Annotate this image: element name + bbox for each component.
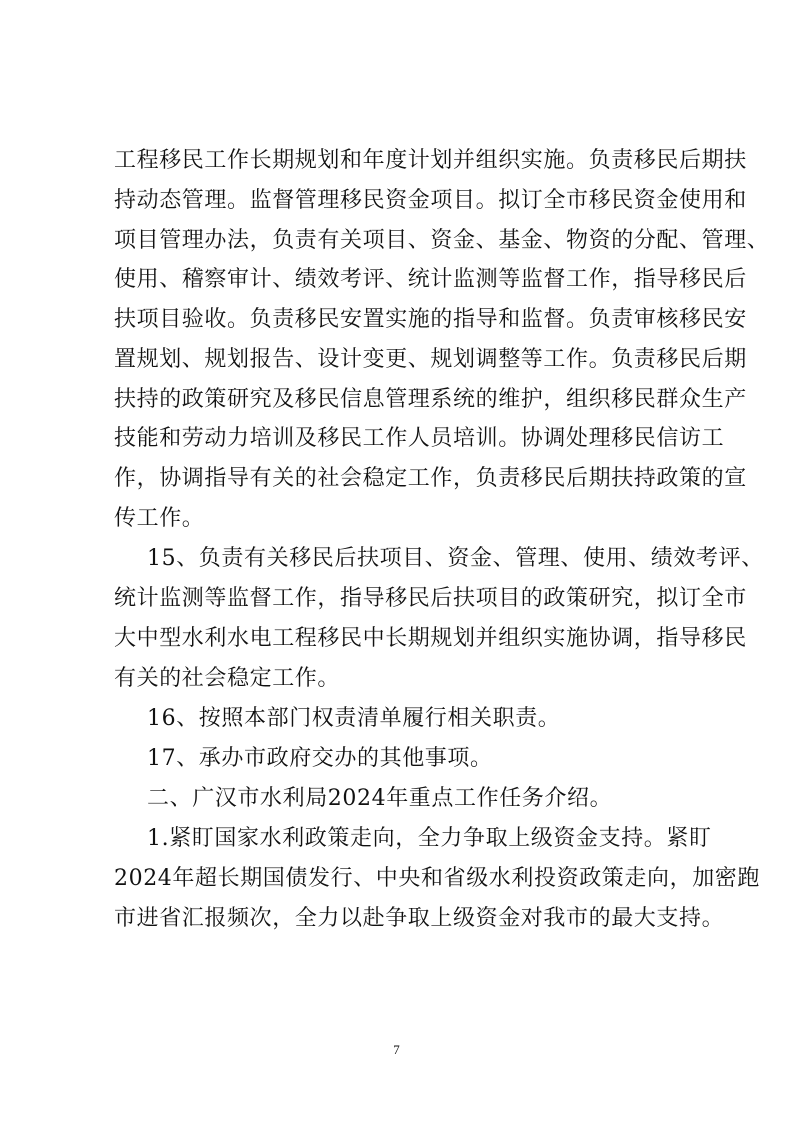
text-line: 传工作。 [114,506,205,531]
text-line: 持动态管理。监督管理移民资金项目。拟订全市移民资金使用和 [114,188,747,213]
text-line: 扶持的政策研究及移民信息管理系统的维护，组织移民群众生产 [114,387,747,412]
page-number: 7 [393,1042,400,1057]
text-line: 项目管理办法，负责有关项目、资金、基金、物资的分配、管理、 [114,228,770,253]
text-line: 使用、稽察审计、绩效考评、统计监测等监督工作，指导移民后 [114,267,747,292]
text-line: 2024年超长期国债发行、中央和省级水利投资政策走向，加密跑 [114,866,760,891]
paragraph-item-16: 16、按照本部门权责清单履行相关职责。 [147,706,561,731]
paragraph-item-15: 15、负责有关移民后扶项目、资金、管理、使用、绩效考评、 [147,546,764,571]
text-line: 技能和劳动力培训及移民工作人员培训。协调处理移民信访工 [114,426,725,451]
text-line: 有关的社会稳定工作。 [114,666,341,691]
text-line: 扶项目验收。负责移民安置实施的指导和监督。负责审核移民安 [114,307,747,332]
paragraph-item-17: 17、承办市政府交办的其他事项。 [147,746,493,771]
text-line: 市进省汇报频次，全力以赴争取上级资金对我市的最大支持。 [114,906,725,931]
text-line: 置规划、规划报告、设计变更、规划调整等工作。负责移民后期 [114,347,747,372]
paragraph-item-1: 1.紧盯国家水利政策走向，全力争取上级资金支持。紧盯 [147,826,712,851]
text-line: 工程移民工作长期规划和年度计划并组织实施。负责移民后期扶 [114,148,747,173]
text-line: 大中型水利水电工程移民中长期规划并组织实施协调，指导移民 [114,626,747,651]
section-heading: 二、广汉市水利局2024年重点工作任务介绍。 [147,786,613,811]
text-line: 统计监测等监督工作，指导移民后扶项目的政策研究，拟订全市 [114,586,747,611]
text-line: 作，协调指导有关的社会稳定工作，负责移民后期扶持政策的宣 [114,466,747,491]
